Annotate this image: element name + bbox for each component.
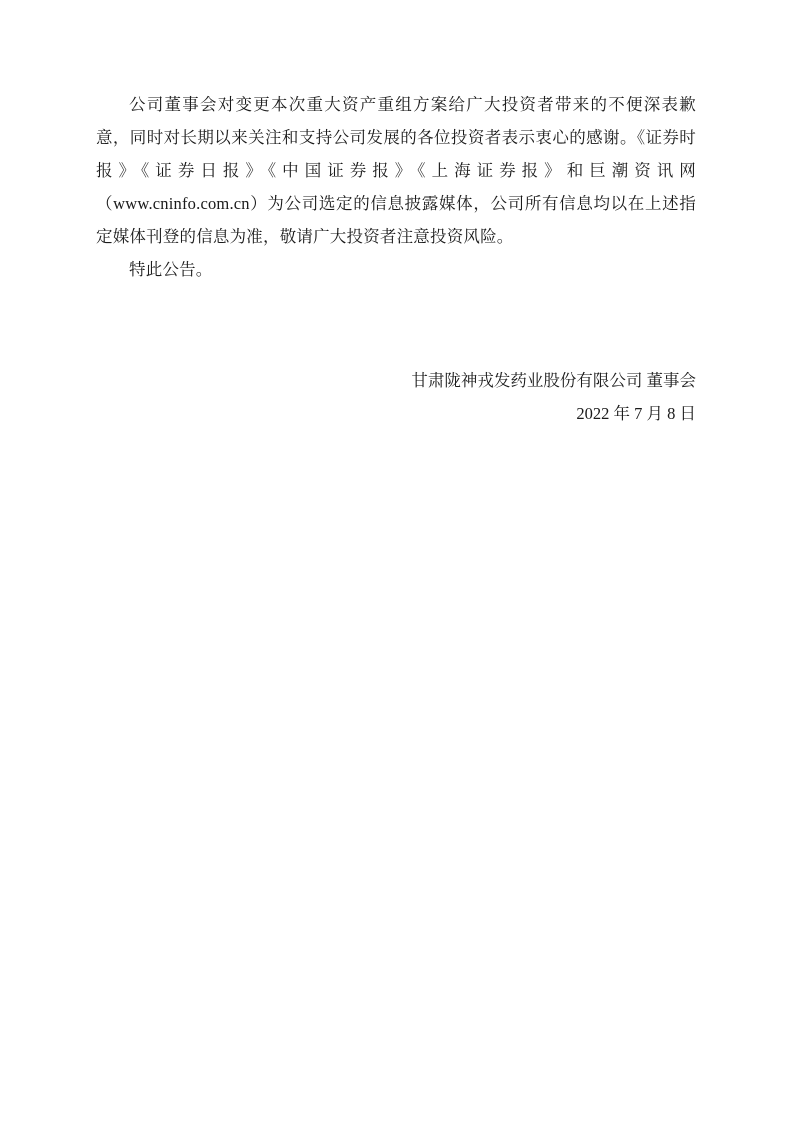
signature-block <box>96 364 696 430</box>
signature-date: 2022 年 7 月 8 日 <box>576 404 696 423</box>
paragraph-apology-and-disclosure-media: 公司董事会对变更本次重大资产重组方案给广大投资者带来的不便深表歉意，同时对长期以来关注和支持公司发展的各位投资者表示衷心的感谢。《证券时报》《证券日报》《中国证券报》《上海证券报》和巨潮资讯网（www.cninfo.com.cn）为公司选定的信息披露媒体，公司所有信息均以在上述指定媒体刊登的信息为准，敬请广大投资者注意投资风险。 <box>96 95 696 246</box>
document-body <box>96 88 696 430</box>
signature-company-name: 甘肃陇神戎发药业股份有限公司 董事会 <box>411 371 696 390</box>
paragraph-announcement-closing: 特此公告。 <box>129 260 213 279</box>
